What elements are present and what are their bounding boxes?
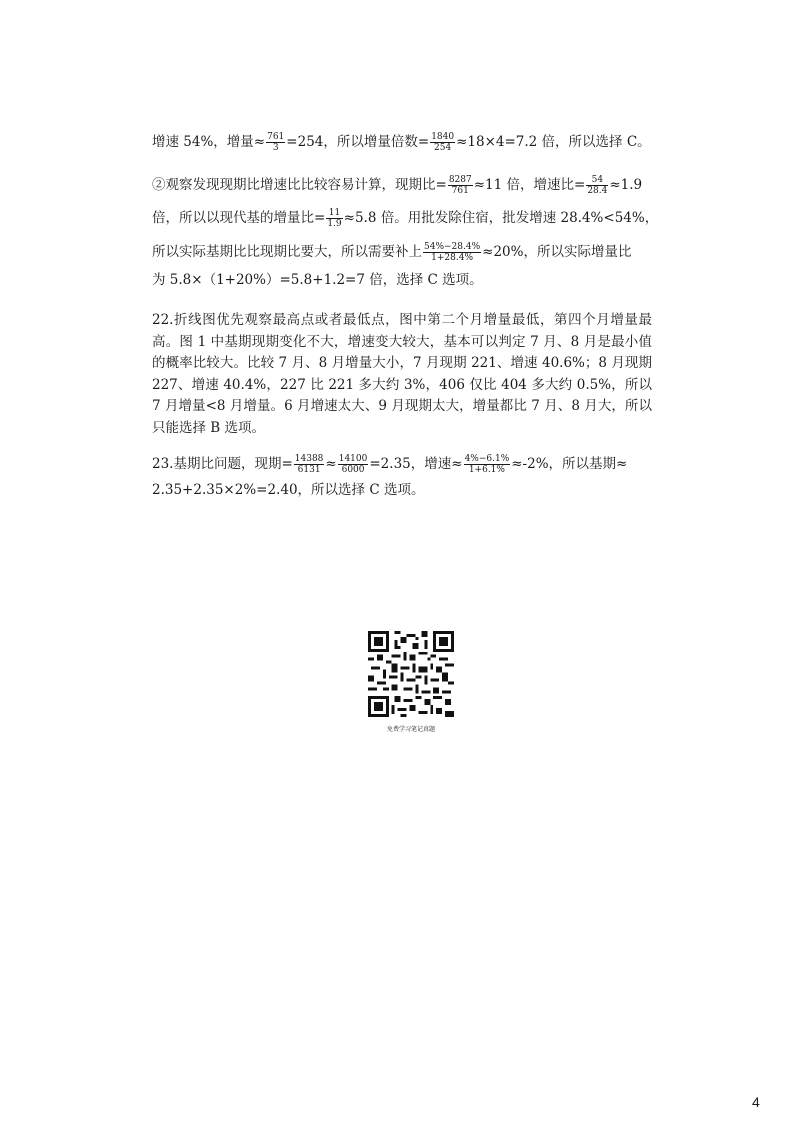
- fraction: $\frac{4\%-6.1\%}{1+6.1\%}$: [464, 454, 510, 475]
- qr-code: [368, 631, 454, 717]
- fraction: $\frac{11}{1.9}$: [327, 208, 342, 229]
- text-line: 所以实际基期比比现期比要大，所以需要补上 $\frac{54\%-28.4\%}{1+28.4\%}$ ≈20%，所以实际增量比: [152, 242, 632, 263]
- answer-22-paragraph: 22.折线图优先观察最高点或者最低点，图中第二个月增量最低，第四个月增量最高。图 1 中基期现期变化不大，增速变大较大，基本可以判定 7 月、8 月是最小值的概率比较大。比较 7 月、8 月增量大小，7 月现期 221、增速 40.6%；8 月现期 227、增速 40.4%，227 比 221 多大约 3%，406 仅比 404 多大约 0.5%，所以 7 月增量<8 月增量。6 月增速太大、9 月现期太大，增量都比 7 月、8 月大，所以只能选择 B 选项。: [152, 312, 652, 436]
- fraction: $\frac{8287}{761}$: [448, 175, 472, 196]
- text-line: ②观察发现现期比增速比比较容易计算，现期比= $\frac{8287}{761}$ ≈11 倍，增速比= $\frac{54}{28.4}$ ≈1.9: [152, 175, 643, 196]
- fraction: $\frac{1840}{254}$: [431, 132, 455, 153]
- fraction: $\frac{14100}{6000}$: [338, 454, 368, 475]
- page-number: 4: [752, 1094, 760, 1110]
- qr-caption: 免费学习笔记真题: [386, 726, 435, 733]
- text-line: 23.基期比问题，现期= $\frac{14388}{6131}$ ≈ $\frac{14100}{6000}$ =2.35，增速≈ $\frac{4\%-6.1\%}{1+6.1\%}$ ≈-2%，所以基期≈: [152, 454, 628, 475]
- fraction: $\frac{54\%-28.4\%}{1+28.4\%}$: [424, 242, 481, 263]
- fraction: $\frac{54}{28.4}$: [587, 175, 608, 196]
- fraction: $\frac{14388}{6131}$: [294, 454, 324, 475]
- text-line: 增速 54%，增量≈ $\frac{761}{3}$ =254，所以增量倍数= $\frac{1840}{254}$ ≈18×4=7.2 倍，所以选择 C。: [152, 132, 651, 153]
- fraction: $\frac{761}{3}$: [267, 132, 285, 153]
- text-line: 为 5.8×（1+20%）=5.8+1.2=7 倍，选择 C 选项。: [152, 272, 483, 288]
- text-line: 倍，所以以现代基的增量比= $\frac{11}{1.9}$ ≈5.8 倍。用批发除住宿，批发增速 28.4%<54%，: [152, 208, 659, 229]
- text-line: 2.35+2.35×2%=2.40，所以选择 C 选项。: [152, 482, 425, 498]
